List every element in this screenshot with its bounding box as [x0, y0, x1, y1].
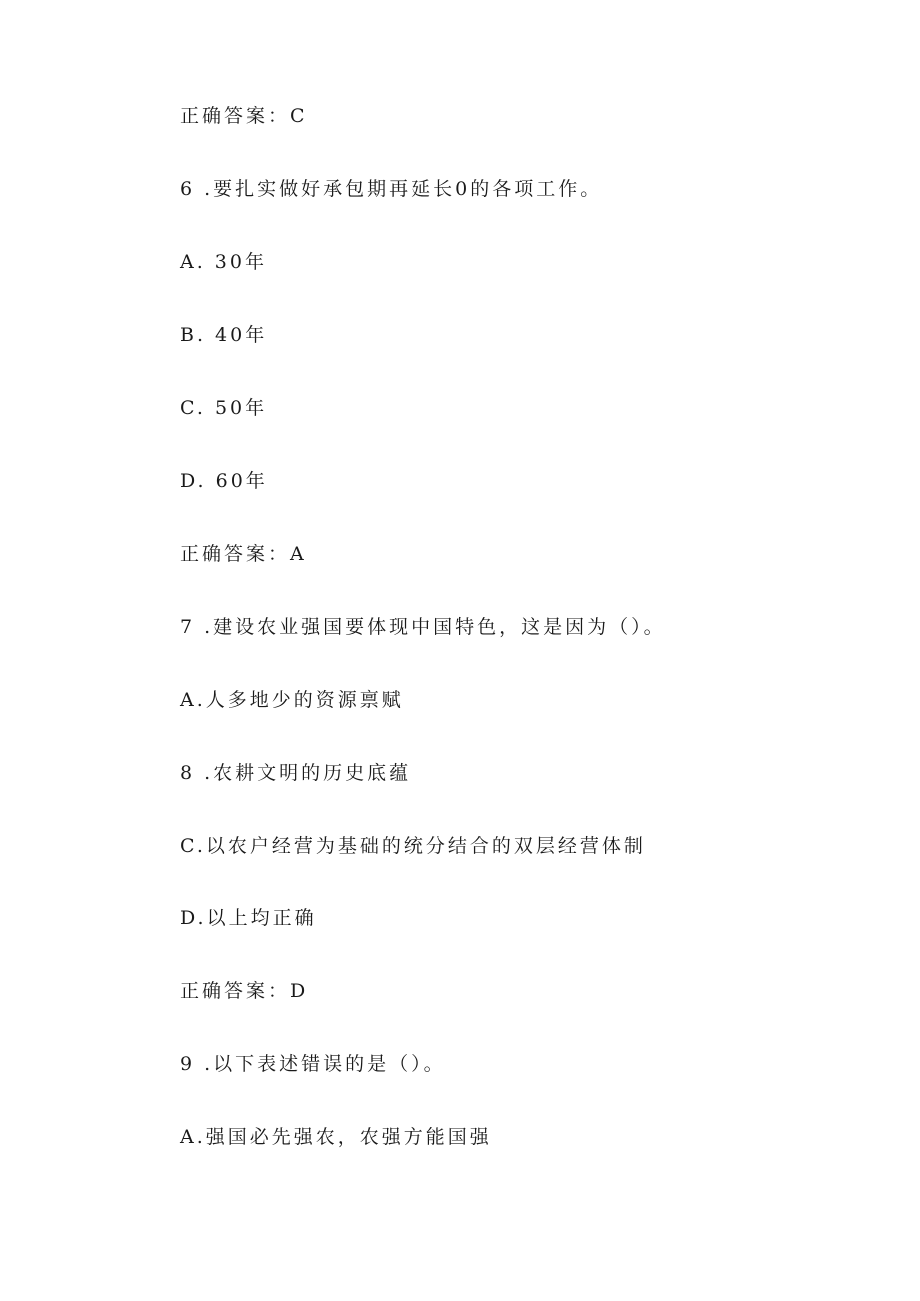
question-6: 6 .要扎实做好承包期再延长0的各项工作。	[180, 178, 603, 200]
question-7: 7 .建设农业强国要体现中国特色，这是因为（）。	[180, 616, 666, 638]
answer-line-q6: 正确答案：A	[180, 543, 307, 565]
option-a-q7: A.人多地少的资源禀赋	[180, 689, 404, 711]
question-9: 9 .以下表述错误的是（）。	[180, 1053, 446, 1075]
option-a-q6: A. 30年	[180, 251, 267, 273]
option-b-q6: B. 40年	[180, 324, 268, 346]
option-b-q7: 8 .农耕文明的历史底蕴	[180, 762, 412, 784]
answer-line-q7: 正确答案：D	[180, 980, 309, 1002]
option-d-q7: D.以上均正确	[180, 907, 317, 929]
option-c-q7: C.以农户经营为基础的统分结合的双层经营体制	[180, 835, 646, 857]
option-c-q6: C. 50年	[180, 397, 268, 419]
option-a-q9: A.强国必先强农，农强方能国强	[180, 1126, 492, 1148]
option-d-q6: D. 60年	[180, 470, 268, 492]
answer-line-q5: 正确答案：C	[180, 105, 308, 127]
